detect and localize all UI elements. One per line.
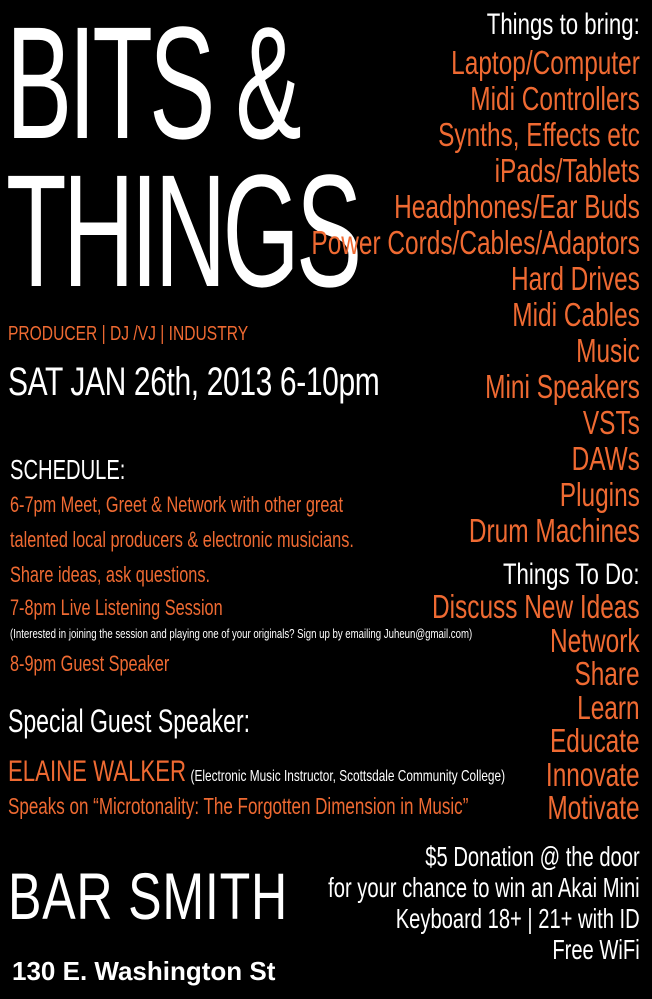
event-date: SAT JAN 26th, 2013 6-10pm (8, 360, 380, 404)
schedule-item: 8-9pm Guest Speaker (10, 651, 170, 676)
venue-name: BAR SMITH (8, 859, 288, 933)
todo-item: Network (550, 621, 640, 659)
todo-list (432, 590, 640, 825)
bring-item: VSTs (582, 404, 640, 441)
guest-speaker-name: ELAINE WALKER (8, 755, 187, 788)
bring-item: Hard Drives (511, 260, 640, 297)
schedule-item: Share ideas, ask questions. (10, 562, 211, 587)
todo-heading: Things To Do: (503, 558, 640, 591)
guest-speaker-line (8, 755, 505, 789)
todo-item: Educate (550, 722, 640, 759)
bring-list (312, 45, 640, 549)
guest-speaker-role: (Electronic Music Instructor, Scottsdale Community College) (190, 768, 506, 785)
donation-line: Keyboard 18+ | 21+ with ID (396, 903, 640, 934)
todo-item: Learn (577, 688, 640, 726)
bring-item: Plugins (559, 476, 640, 513)
bring-item: Drum Machines (469, 512, 640, 549)
event-subtitle: PRODUCER | DJ /VJ | INDUSTRY (8, 323, 249, 345)
bring-heading: Things to bring: (486, 8, 640, 41)
guest-speaker-heading: Special Guest Speaker: (8, 703, 251, 739)
todo-item: Motivate (547, 789, 640, 826)
donation-info (328, 841, 640, 965)
event-title (6, 0, 359, 320)
todo-item: Innovate (546, 755, 640, 793)
bring-item: Midi Cables (512, 296, 640, 333)
donation-line: for your chance to win an Akai Mini (328, 872, 640, 903)
donation-line: $5 Donation @ the door (425, 841, 640, 872)
todo-item: Share (574, 655, 640, 692)
schedule-item: 6-7pm Meet, Greet & Network with other great (10, 492, 343, 517)
bring-item: Power Cords/Cables/Adaptors (311, 224, 640, 261)
event-title-line-1: BITS & (6, 0, 298, 172)
bring-item: Synths, Effects etc (438, 116, 640, 153)
event-title-line-2: THINGS (6, 141, 359, 320)
schedule-signup-note: (Interested in joining the session and playing one of your originals? Sign up by emailing Juheun@gmail.com) (10, 626, 473, 641)
bring-item: DAWs (571, 440, 640, 477)
schedule-item: 7-8pm Live Listening Session (10, 595, 223, 620)
guest-talk-title: Speaks on “Microtonality: The Forgotten Dimension in Music” (8, 793, 469, 819)
bring-item: Laptop/Computer (451, 44, 640, 81)
bring-item: Mini Speakers (485, 368, 640, 405)
venue-address: 130 E. Washington St (12, 956, 276, 986)
donation-line: Free WiFi (552, 934, 640, 965)
bring-item: Music (576, 332, 640, 369)
bring-item: Midi Controllers (470, 80, 640, 117)
bring-item: iPads/Tablets (494, 152, 640, 189)
todo-item: Discuss New Ideas (432, 588, 640, 625)
schedule-heading: SCHEDULE: (10, 454, 126, 485)
bring-item: Headphones/Ear Buds (394, 188, 640, 225)
schedule-item: talented local producers & electronic musicians. (10, 527, 354, 552)
